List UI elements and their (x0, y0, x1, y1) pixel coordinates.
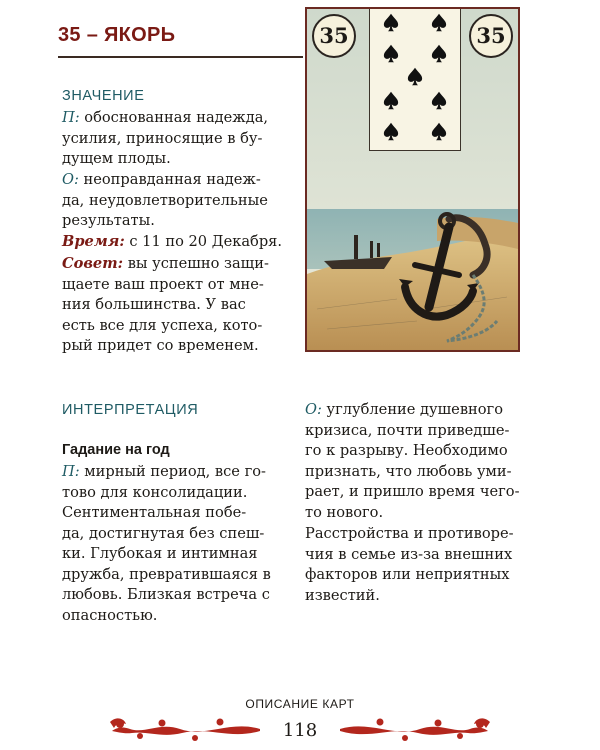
meaning-time-label: Время: (62, 233, 125, 250)
meaning-positive-line-1 (62, 108, 287, 129)
card-number-left: 35 (319, 23, 349, 48)
meaning-advice-line-4: есть все для успеха, кото- (62, 316, 263, 334)
interpretation-positive-label: П: (62, 463, 80, 480)
interpretation-positive-line-1 (62, 462, 287, 483)
meaning-positive-line-2: усилия, приносящие в бу- (62, 129, 263, 147)
interpretation-extra-line-4: известий. (305, 586, 380, 604)
interpretation-positive-line-6: дружба, превратившаяся в (62, 565, 271, 583)
anchor-icon (387, 209, 517, 349)
meaning-advice-line-5: рый придет со временем. (62, 337, 259, 354)
interpretation-negative-label: О: (305, 401, 322, 418)
meaning-negative-line-3: результаты. (62, 212, 155, 229)
meaning-negative-text: неоправданная надеж- (83, 171, 261, 188)
meaning-positive-label: П: (62, 109, 80, 126)
interpretation-positive-text: мирный период, все го- (84, 463, 266, 480)
interpretation-negative-text: углубление душевного (326, 401, 503, 418)
card-number-left-badge (311, 13, 357, 59)
card-number-right: 35 (476, 23, 506, 48)
interpretation-positive-line-5: ки. Глубокая и интимная (62, 545, 258, 562)
meaning-time-text: с 11 по 20 Декабря. (129, 233, 283, 250)
interpretation-negative-line-3: го к разрыву. Необходимо (305, 442, 508, 459)
ornament-right-icon (340, 716, 490, 742)
interpretation-negative-line-6: то нового. (305, 503, 384, 521)
meaning-positive-line-3: дущем плоды. (62, 150, 171, 167)
ornament-left-icon (110, 716, 260, 742)
meaning-advice-label: Совет: (62, 255, 124, 272)
meaning-time (62, 232, 282, 253)
interpretation-positive-line-2: тово для консолидации. (62, 483, 248, 501)
title-rule (58, 56, 303, 58)
meaning-negative-line-2: да, неудовлетворительные (62, 191, 268, 209)
interpretation-negative (305, 400, 530, 523)
interpretation-negative-line-2: кризиса, почти приведше- (305, 421, 510, 439)
interpretation-extra-line-3: факторов или неприятных (305, 566, 510, 583)
meaning-negative (62, 170, 287, 232)
playing-card-inset (369, 9, 461, 151)
meaning-advice-line-1 (62, 254, 287, 275)
spade-icon (384, 14, 446, 140)
meaning-advice-line-3: ния большинства. У вас (62, 296, 246, 313)
interpretation-positive-line-7: любовь. Близкая встреча с (62, 586, 270, 603)
interpretation-negative-line-4: признать, что любовь уми- (305, 462, 512, 480)
section-interpretation-heading: ИНТЕРПРЕТАЦИЯ (62, 402, 199, 418)
interpretation-negative-line-5: рает, и пришло время чего- (305, 483, 520, 500)
interpretation-positive-line-4: да, достигнутая без спеш- (62, 524, 265, 542)
page-number: 118 (282, 720, 318, 741)
footer-caption: ОПИСАНИЕ КАРТ (245, 697, 355, 711)
interpretation-extra-line-2: чия в семье из-за внешних (305, 545, 513, 563)
page-title: 35 – ЯКОРЬ (58, 24, 176, 46)
interpretation-negative-line-1 (305, 400, 530, 421)
interpretation-positive-line-8: опасностью. (62, 606, 158, 624)
interpretation-positive-line-3: Сентиментальная побе- (62, 504, 247, 521)
section-meaning-heading: ЗНАЧЕНИЕ (62, 88, 145, 104)
meaning-advice (62, 254, 287, 357)
meaning-negative-label: О: (62, 171, 79, 188)
interpretation-extra-line-1: Расстройства и противоре- (305, 525, 514, 542)
card-number-right-badge (468, 13, 514, 59)
meaning-negative-line-1 (62, 170, 287, 191)
meaning-advice-line-2: щаете ваш проект от мне- (62, 275, 264, 293)
interpretation-subheading: Гадание на год (62, 442, 170, 458)
meaning-advice-text: вы успешно защи- (127, 255, 269, 272)
meaning-positive (62, 108, 287, 170)
interpretation-extra (305, 524, 530, 606)
interpretation-positive (62, 462, 287, 626)
card-illustration (305, 7, 520, 352)
meaning-positive-text: обоснованная надежда, (84, 109, 269, 126)
